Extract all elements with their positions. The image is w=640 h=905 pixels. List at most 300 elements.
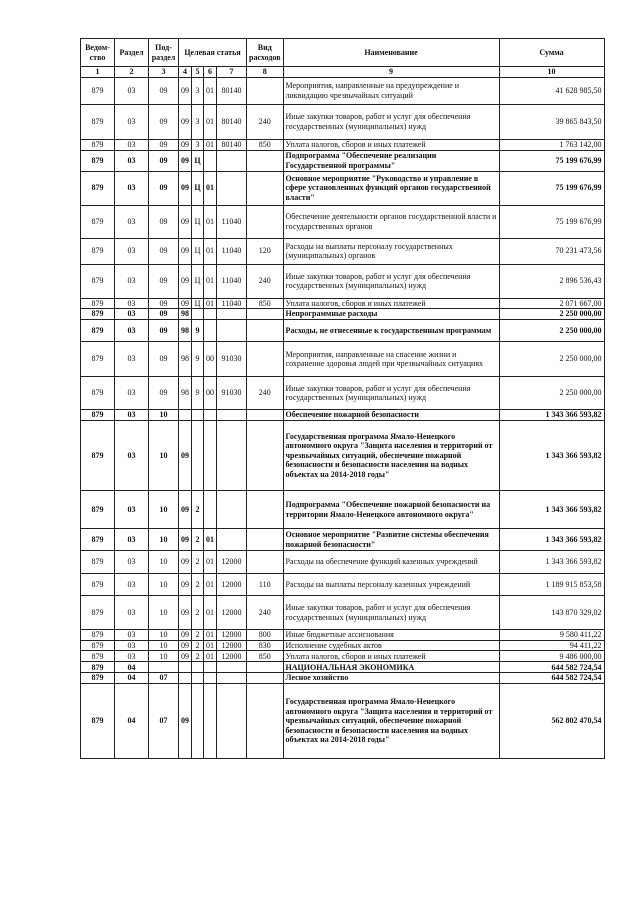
vedomstvo-cell: 879 <box>81 651 115 662</box>
razdel-cell: 03 <box>115 342 149 377</box>
cs-program-cell: 09 <box>179 551 192 574</box>
sum-cell: 2 250 000,00 <box>499 342 604 377</box>
sum-cell: 2 250 000,00 <box>499 309 604 320</box>
index-cell: 5 <box>192 67 204 78</box>
razdel-cell: 03 <box>115 171 149 205</box>
podrazdel-cell <box>149 662 179 673</box>
podrazdel-cell: 09 <box>149 140 179 151</box>
cs-program-cell: 09 <box>179 596 192 630</box>
podrazdel-cell: 10 <box>149 640 179 651</box>
cs-sub-cell: 2 <box>192 491 204 529</box>
name-cell: Государственная программа Ямало-Ненецкого автономного округа "Защита населения и территорий от чрезвычайных ситуаций, обеспечение пожарной безопасности и безопасности населения на водных объектах на 2014-2018 годы" <box>283 683 499 758</box>
name-cell: Уплата налогов, сборов и иных платежей <box>283 651 499 662</box>
header-naimenovanie: Наименование <box>283 39 499 67</box>
index-cell: 4 <box>179 67 192 78</box>
vedomstvo-cell: 879 <box>81 171 115 205</box>
table-row <box>81 140 605 151</box>
razdel-cell: 03 <box>115 205 149 238</box>
cs-sub-cell: 2 <box>192 551 204 574</box>
cs-program-cell: 09 <box>179 105 192 140</box>
vid-cell <box>247 529 284 551</box>
razdel-cell: 03 <box>115 410 149 421</box>
index-cell: 1 <box>81 67 115 78</box>
cs-direction-cell: 91030 <box>217 377 247 410</box>
podrazdel-cell: 09 <box>149 238 179 264</box>
cs-program-cell: 09 <box>179 574 192 596</box>
vedomstvo-cell: 879 <box>81 683 115 758</box>
table-row <box>81 377 605 410</box>
name-cell: Обеспечение пожарной безопасности <box>283 410 499 421</box>
name-cell: Подпрограмма "Обеспечение реализации Государственной программы" <box>283 150 499 171</box>
sum-cell: 2 071 667,00 <box>499 298 604 309</box>
cs-event-cell: 01 <box>204 640 217 651</box>
table-row <box>81 651 605 662</box>
sum-cell: 2 250 000,00 <box>499 320 604 342</box>
cs-direction-cell: 80140 <box>217 78 247 105</box>
sum-cell: 1 343 366 593,82 <box>499 551 604 574</box>
cs-program-cell: 09 <box>179 78 192 105</box>
table-row <box>81 662 605 673</box>
sum-cell: 2 250 000,00 <box>499 377 604 410</box>
vedomstvo-cell: 879 <box>81 673 115 684</box>
cs-sub-cell <box>192 683 204 758</box>
vid-cell <box>247 491 284 529</box>
sum-cell: 75 199 676,99 <box>499 171 604 205</box>
razdel-cell: 03 <box>115 630 149 641</box>
vedomstvo-cell: 879 <box>81 491 115 529</box>
podrazdel-cell: 10 <box>149 421 179 491</box>
vid-cell: 800 <box>247 630 284 641</box>
podrazdel-cell: 10 <box>149 491 179 529</box>
podrazdel-cell: 09 <box>149 78 179 105</box>
cs-direction-cell: 11040 <box>217 205 247 238</box>
cs-program-cell: 09 <box>179 264 192 298</box>
table-row <box>81 529 605 551</box>
sum-cell: 75 199 676,99 <box>499 205 604 238</box>
cs-program-cell: 09 <box>179 298 192 309</box>
name-cell: Непрограммные расходы <box>283 309 499 320</box>
vedomstvo-cell: 879 <box>81 596 115 630</box>
cs-event-cell: 01 <box>204 630 217 641</box>
podrazdel-cell: 10 <box>149 529 179 551</box>
podrazdel-cell: 09 <box>149 320 179 342</box>
cs-event-cell: 01 <box>204 78 217 105</box>
vid-cell: 120 <box>247 238 284 264</box>
vedomstvo-cell: 879 <box>81 264 115 298</box>
name-cell: Иные закупки товаров, работ и услуг для обеспечения государственных (муниципальных) нужд <box>283 264 499 298</box>
cs-event-cell: 01 <box>204 596 217 630</box>
cs-sub-cell: 2 <box>192 529 204 551</box>
cs-direction-cell: 12000 <box>217 630 247 641</box>
vedomstvo-cell: 879 <box>81 238 115 264</box>
cs-sub-cell: Ц <box>192 264 204 298</box>
podrazdel-cell: 09 <box>149 342 179 377</box>
sum-cell: 1 343 366 593,82 <box>499 410 604 421</box>
sum-cell: 1 343 366 593,82 <box>499 529 604 551</box>
sum-cell: 9 580 411,22 <box>499 630 604 641</box>
cs-event-cell <box>204 491 217 529</box>
razdel-cell: 04 <box>115 683 149 758</box>
razdel-cell: 03 <box>115 238 149 264</box>
budget-table <box>80 38 605 759</box>
vedomstvo-cell: 879 <box>81 574 115 596</box>
cs-direction-cell: 91030 <box>217 342 247 377</box>
table-row <box>81 298 605 309</box>
vid-cell <box>247 150 284 171</box>
cs-program-cell: 98 <box>179 320 192 342</box>
cs-sub-cell: 2 <box>192 640 204 651</box>
cs-program-cell: 09 <box>179 683 192 758</box>
cs-program-cell <box>179 410 192 421</box>
cs-direction-cell: 80140 <box>217 105 247 140</box>
vid-cell <box>247 320 284 342</box>
table-row <box>81 683 605 758</box>
vid-cell <box>247 410 284 421</box>
razdel-cell: 03 <box>115 421 149 491</box>
cs-event-cell: 01 <box>204 264 217 298</box>
vid-cell <box>247 171 284 205</box>
cs-sub-cell <box>192 309 204 320</box>
cs-direction-cell: 12000 <box>217 640 247 651</box>
cs-direction-cell <box>217 491 247 529</box>
vedomstvo-cell: 879 <box>81 662 115 673</box>
cs-event-cell: 00 <box>204 377 217 410</box>
table-row <box>81 150 605 171</box>
header-vedomstvo: Ведом-ство <box>81 39 115 67</box>
cs-direction-cell <box>217 662 247 673</box>
vedomstvo-cell: 879 <box>81 150 115 171</box>
vid-cell <box>247 78 284 105</box>
header-vid-rashodov: Вид расходов <box>247 39 284 67</box>
index-cell: 6 <box>204 67 217 78</box>
name-cell: Иные бюджетные ассигнования <box>283 630 499 641</box>
table-row <box>81 421 605 491</box>
cs-event-cell: 00 <box>204 342 217 377</box>
cs-program-cell: 98 <box>179 377 192 410</box>
cs-event-cell: 01 <box>204 298 217 309</box>
podrazdel-cell: 10 <box>149 410 179 421</box>
name-cell: НАЦИОНАЛЬНАЯ ЭКОНОМИКА <box>283 662 499 673</box>
vedomstvo-cell: 879 <box>81 551 115 574</box>
cs-sub-cell: 2 <box>192 651 204 662</box>
cs-event-cell: 01 <box>204 238 217 264</box>
podrazdel-cell: 09 <box>149 150 179 171</box>
cs-direction-cell: 11040 <box>217 238 247 264</box>
table-row <box>81 491 605 529</box>
table-row <box>81 264 605 298</box>
table-row <box>81 205 605 238</box>
table-row <box>81 78 605 105</box>
cs-event-cell: 01 <box>204 551 217 574</box>
cs-direction-cell: 12000 <box>217 651 247 662</box>
cs-sub-cell: Ц <box>192 150 204 171</box>
razdel-cell: 03 <box>115 491 149 529</box>
podrazdel-cell: 09 <box>149 205 179 238</box>
razdel-cell: 03 <box>115 529 149 551</box>
podrazdel-cell: 10 <box>149 596 179 630</box>
podrazdel-cell: 09 <box>149 105 179 140</box>
vid-cell: 240 <box>247 264 284 298</box>
index-cell: 2 <box>115 67 149 78</box>
header-razdel: Раздел <box>115 39 149 67</box>
index-cell: 10 <box>499 67 604 78</box>
cs-sub-cell: 2 <box>192 630 204 641</box>
cs-program-cell: 09 <box>179 171 192 205</box>
cs-direction-cell: 12000 <box>217 551 247 574</box>
cs-direction-cell <box>217 150 247 171</box>
razdel-cell: 03 <box>115 105 149 140</box>
sum-cell: 39 865 843,50 <box>499 105 604 140</box>
cs-program-cell: 09 <box>179 491 192 529</box>
vid-cell: 850 <box>247 298 284 309</box>
table-row <box>81 551 605 574</box>
cs-event-cell: 01 <box>204 105 217 140</box>
razdel-cell: 03 <box>115 551 149 574</box>
name-cell: Иные закупки товаров, работ и услуг для обеспечения государственных (муниципальных) нужд <box>283 596 499 630</box>
vid-cell: 850 <box>247 651 284 662</box>
cs-direction-cell <box>217 529 247 551</box>
cs-sub-cell: 9 <box>192 377 204 410</box>
cs-program-cell: 98 <box>179 342 192 377</box>
table-row <box>81 410 605 421</box>
cs-sub-cell <box>192 421 204 491</box>
vedomstvo-cell: 879 <box>81 105 115 140</box>
podrazdel-cell: 09 <box>149 171 179 205</box>
sum-cell: 9 486 000,00 <box>499 651 604 662</box>
sum-cell: 644 582 724,54 <box>499 673 604 684</box>
cs-event-cell <box>204 150 217 171</box>
vedomstvo-cell: 879 <box>81 320 115 342</box>
cs-program-cell: 09 <box>179 529 192 551</box>
name-cell: Мероприятия, направленные на предупреждение и ликвидацию чрезвычайных ситуаций <box>283 78 499 105</box>
header-podrazdel: Под-раздел <box>149 39 179 67</box>
vedomstvo-cell: 879 <box>81 377 115 410</box>
vedomstvo-cell: 879 <box>81 78 115 105</box>
podrazdel-cell: 09 <box>149 377 179 410</box>
cs-direction-cell <box>217 309 247 320</box>
razdel-cell: 04 <box>115 673 149 684</box>
cs-direction-cell <box>217 673 247 684</box>
cs-direction-cell <box>217 410 247 421</box>
table-row <box>81 309 605 320</box>
cs-event-cell <box>204 673 217 684</box>
name-cell: Расходы на выплаты персоналу государственных (муниципальных) органов <box>283 238 499 264</box>
razdel-cell: 03 <box>115 78 149 105</box>
podrazdel-cell: 10 <box>149 651 179 662</box>
vedomstvo-cell: 879 <box>81 410 115 421</box>
vid-cell <box>247 421 284 491</box>
table-row <box>81 238 605 264</box>
cs-direction-cell: 11040 <box>217 298 247 309</box>
cs-sub-cell <box>192 673 204 684</box>
sum-cell: 1 763 142,00 <box>499 140 604 151</box>
sum-cell: 562 802 470,54 <box>499 683 604 758</box>
vid-cell <box>247 683 284 758</box>
name-cell: Государственная программа Ямало-Ненецкого автономного округа "Защита населения и территорий от чрезвычайных ситуаций, обеспечение пожарной безопасности и безопасности населения на водных объектах на 2014-2018 годы" <box>283 421 499 491</box>
vedomstvo-cell: 879 <box>81 529 115 551</box>
name-cell: Подпрограмма "Обеспечение пожарной безопасности на территории Ямало-Ненецкого автономного округа" <box>283 491 499 529</box>
razdel-cell: 03 <box>115 264 149 298</box>
cs-program-cell: 09 <box>179 238 192 264</box>
cs-event-cell <box>204 421 217 491</box>
sum-cell: 94 411,22 <box>499 640 604 651</box>
cs-sub-cell: 9 <box>192 320 204 342</box>
name-cell: Расходы на обеспечение функций казенных учреждений <box>283 551 499 574</box>
podrazdel-cell: 09 <box>149 264 179 298</box>
cs-direction-cell <box>217 683 247 758</box>
cs-direction-cell: 80140 <box>217 140 247 151</box>
index-cell: 9 <box>283 67 499 78</box>
table-row <box>81 640 605 651</box>
sum-cell: 1 343 366 593,82 <box>499 491 604 529</box>
razdel-cell: 03 <box>115 140 149 151</box>
table-row <box>81 630 605 641</box>
cs-program-cell: 09 <box>179 205 192 238</box>
cs-direction-cell <box>217 421 247 491</box>
podrazdel-cell: 10 <box>149 551 179 574</box>
cs-sub-cell: 3 <box>192 105 204 140</box>
table-row <box>81 574 605 596</box>
vedomstvo-cell: 879 <box>81 205 115 238</box>
cs-direction-cell <box>217 171 247 205</box>
vid-cell: 830 <box>247 640 284 651</box>
podrazdel-cell: 07 <box>149 683 179 758</box>
cs-sub-cell: 3 <box>192 140 204 151</box>
cs-sub-cell: 3 <box>192 78 204 105</box>
column-index-row <box>81 67 605 78</box>
sum-cell: 644 582 724,54 <box>499 662 604 673</box>
vedomstvo-cell: 879 <box>81 421 115 491</box>
name-cell: Основное мероприятие "Развитие системы обеспечения пожарной безопасности" <box>283 529 499 551</box>
name-cell: Уплата налогов, сборов и иных платежей <box>283 140 499 151</box>
razdel-cell: 03 <box>115 150 149 171</box>
index-cell: 7 <box>217 67 247 78</box>
cs-program-cell: 09 <box>179 150 192 171</box>
vid-cell <box>247 309 284 320</box>
vid-cell <box>247 673 284 684</box>
razdel-cell: 03 <box>115 298 149 309</box>
sum-cell: 1 343 366 593,82 <box>499 421 604 491</box>
cs-event-cell: 01 <box>204 651 217 662</box>
cs-event-cell: 01 <box>204 140 217 151</box>
razdel-cell: 03 <box>115 651 149 662</box>
cs-direction-cell <box>217 320 247 342</box>
table-row <box>81 342 605 377</box>
name-cell: Исполнение судебных актов <box>283 640 499 651</box>
index-cell: 8 <box>247 67 284 78</box>
cs-program-cell <box>179 662 192 673</box>
cs-program-cell: 09 <box>179 421 192 491</box>
cs-event-cell: 01 <box>204 529 217 551</box>
cs-direction-cell: 12000 <box>217 574 247 596</box>
razdel-cell: 03 <box>115 377 149 410</box>
vedomstvo-cell: 879 <box>81 309 115 320</box>
razdel-cell: 03 <box>115 320 149 342</box>
cs-event-cell <box>204 410 217 421</box>
razdel-cell: 03 <box>115 574 149 596</box>
cs-program-cell: 98 <box>179 309 192 320</box>
cs-sub-cell <box>192 662 204 673</box>
sum-cell: 75 199 676,99 <box>499 150 604 171</box>
cs-direction-cell: 12000 <box>217 596 247 630</box>
vedomstvo-cell: 879 <box>81 342 115 377</box>
index-cell: 3 <box>149 67 179 78</box>
name-cell: Расходы на выплаты персоналу казенных учреждений <box>283 574 499 596</box>
vedomstvo-cell: 879 <box>81 140 115 151</box>
cs-event-cell: 01 <box>204 574 217 596</box>
header-row <box>81 39 605 67</box>
header-celevaya-statya: Целевая статья <box>179 39 247 67</box>
name-cell: Уплата налогов, сборов и иных платежей <box>283 298 499 309</box>
cs-program-cell <box>179 673 192 684</box>
cs-sub-cell: Ц <box>192 205 204 238</box>
cs-direction-cell: 11040 <box>217 264 247 298</box>
name-cell: Расходы, не отнесенные к государственным программам <box>283 320 499 342</box>
vid-cell: 240 <box>247 377 284 410</box>
table-row <box>81 320 605 342</box>
sum-cell: 41 628 985,50 <box>499 78 604 105</box>
cs-program-cell: 09 <box>179 651 192 662</box>
cs-event-cell <box>204 309 217 320</box>
podrazdel-cell: 07 <box>149 673 179 684</box>
cs-program-cell: 09 <box>179 630 192 641</box>
vid-cell: 850 <box>247 140 284 151</box>
cs-sub-cell <box>192 410 204 421</box>
podrazdel-cell: 10 <box>149 630 179 641</box>
cs-event-cell <box>204 662 217 673</box>
vedomstvo-cell: 879 <box>81 298 115 309</box>
name-cell: Мероприятия, направленные на спасение жизни и сохранение здоровья людей при чрезвычайных ситуациях <box>283 342 499 377</box>
cs-program-cell: 09 <box>179 640 192 651</box>
razdel-cell: 03 <box>115 309 149 320</box>
cs-event-cell: 01 <box>204 205 217 238</box>
vedomstvo-cell: 879 <box>81 630 115 641</box>
vedomstvo-cell: 879 <box>81 640 115 651</box>
sum-cell: 1 189 915 853,58 <box>499 574 604 596</box>
podrazdel-cell: 10 <box>149 574 179 596</box>
razdel-cell: 04 <box>115 662 149 673</box>
vid-cell <box>247 662 284 673</box>
cs-sub-cell: Ц <box>192 238 204 264</box>
vid-cell: 240 <box>247 105 284 140</box>
name-cell: Основное мероприятие "Руководство и управление в сфере установленных функций органов государственной власти" <box>283 171 499 205</box>
name-cell: Иные закупки товаров, работ и услуг для обеспечения государственных (муниципальных) нужд <box>283 105 499 140</box>
vid-cell <box>247 342 284 377</box>
cs-sub-cell: 2 <box>192 596 204 630</box>
cs-event-cell: 01 <box>204 171 217 205</box>
table-row <box>81 596 605 630</box>
vid-cell <box>247 551 284 574</box>
name-cell: Иные закупки товаров, работ и услуг для обеспечения государственных (муниципальных) нужд <box>283 377 499 410</box>
cs-sub-cell: Ц <box>192 298 204 309</box>
razdel-cell: 03 <box>115 596 149 630</box>
podrazdel-cell: 09 <box>149 309 179 320</box>
table-row <box>81 673 605 684</box>
table-row <box>81 171 605 205</box>
sum-cell: 2 896 536,43 <box>499 264 604 298</box>
razdel-cell: 03 <box>115 640 149 651</box>
name-cell: Обеспечение деятельности органов государственной власти и государственных органов <box>283 205 499 238</box>
cs-event-cell <box>204 320 217 342</box>
cs-sub-cell: 2 <box>192 574 204 596</box>
cs-sub-cell: 9 <box>192 342 204 377</box>
vid-cell <box>247 205 284 238</box>
table-row <box>81 105 605 140</box>
sum-cell: 70 231 473,56 <box>499 238 604 264</box>
vid-cell: 240 <box>247 596 284 630</box>
vid-cell: 110 <box>247 574 284 596</box>
cs-sub-cell: Ц <box>192 171 204 205</box>
